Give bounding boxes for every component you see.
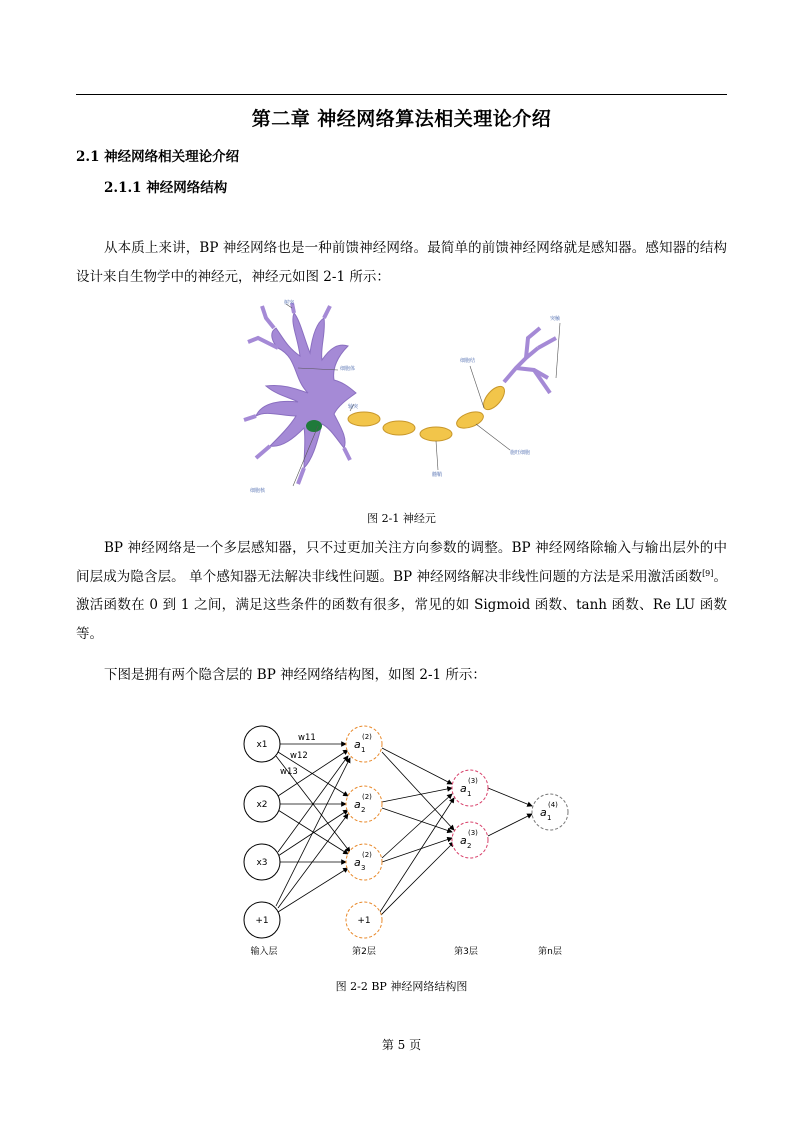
svg-text:3: 3 [361, 864, 366, 872]
citation-ref: [9] [702, 568, 714, 578]
svg-text:a: a [460, 782, 467, 795]
label-terminal: 突触 [550, 316, 561, 322]
paragraph-bp-text-b: 。激活函数在 0 到 1 之间，满足这些条件的函数有很多，常见的如 Sigmoid 函数、tanh 函数、Re LU 函数等。 [76, 568, 728, 642]
svg-text:a: a [354, 856, 361, 869]
layer2-node-2 [346, 786, 382, 822]
figure2-caption: 图 2-2 BP 神经网络结构图 [335, 980, 468, 993]
weight-label-w13: w13 [280, 767, 298, 777]
section-heading: 2.1 神经网络相关理论介绍 [76, 149, 240, 165]
input-label-x1: x1 [256, 740, 268, 750]
svg-text:2: 2 [467, 842, 472, 850]
bp-network-figure [238, 718, 578, 968]
svg-text:a: a [460, 834, 467, 847]
nucleus-shape [306, 420, 322, 432]
paragraph-bp-text-a: BP 神经网络是一个多层感知器，只不过更加关注方向参数的调整。BP 神经网络除输入与输出层外的中间层成为隐含层。 单个感知器无法解决非线性问题。BP 神经网络解决非线性问题的方法是采用激活函数 [76, 540, 727, 585]
layer-label-3: 第3层 [454, 947, 478, 957]
svg-text:1: 1 [547, 814, 552, 822]
output-node [532, 794, 568, 830]
neuron-figure [238, 298, 568, 498]
input-label-bias: +1 [255, 916, 269, 926]
label-top: 树突 [284, 300, 295, 306]
layer-label-n: 第n层 [538, 947, 562, 957]
svg-text:2: 2 [361, 806, 366, 814]
network-edges [276, 744, 532, 916]
svg-text:(2): (2) [362, 793, 372, 801]
input-label-x3: x3 [256, 858, 268, 868]
svg-text:(2): (2) [362, 851, 372, 859]
paragraph-intro: 从本质上来讲，BP 神经网络也是一种前馈神经网络。最简单的前馈神经网络就是感知器。感知器的结构设计来自生物学中的神经元，神经元如图 2-1 所示： [76, 240, 727, 285]
label-schwann: 施旺细胞 [510, 450, 531, 456]
subsection-heading: 2.1.1 神经网络结构 [104, 180, 228, 196]
svg-text:(2): (2) [362, 733, 372, 741]
paragraph-figure-intro: 下图是拥有两个隐含层的 BP 神经网络结构图，如图 2-1 所示： [104, 667, 486, 683]
label-nucleus: 细胞核 [250, 488, 266, 494]
layer2-label-bias: +1 [357, 916, 371, 926]
page-footer: 第 5 页 [381, 1038, 422, 1052]
header-rule [76, 94, 727, 95]
svg-text:(4): (4) [548, 801, 558, 809]
layer2-node-3 [346, 844, 382, 880]
weight-label-w12: w12 [290, 751, 308, 761]
chapter-title: 第二章 神经网络算法相关理论介绍 [251, 108, 552, 130]
layer3-node-2 [452, 822, 488, 858]
svg-text:1: 1 [467, 790, 472, 798]
label-node: 细胞结 [460, 358, 476, 364]
layer-label-input: 输入层 [250, 947, 278, 957]
label-axon-hillock: 轴突 [348, 404, 359, 410]
weight-label-w11: w11 [298, 733, 316, 743]
svg-text:(3): (3) [468, 777, 478, 785]
label-cell-body: 细胞体 [340, 366, 356, 372]
layer2-node-1 [346, 726, 382, 762]
svg-text:a: a [354, 738, 361, 751]
figure1-caption: 图 2-1 神经元 [367, 512, 436, 525]
layer-label-2: 第2层 [352, 947, 376, 957]
svg-text:1: 1 [361, 746, 366, 754]
input-label-x2: x2 [256, 800, 268, 810]
svg-text:a: a [354, 798, 361, 811]
layer3-node-1 [452, 770, 488, 806]
paragraph-bp [76, 534, 727, 648]
svg-text:a: a [540, 806, 547, 819]
svg-text:(3): (3) [468, 829, 478, 837]
label-sheath: 髓鞘 [432, 472, 443, 478]
